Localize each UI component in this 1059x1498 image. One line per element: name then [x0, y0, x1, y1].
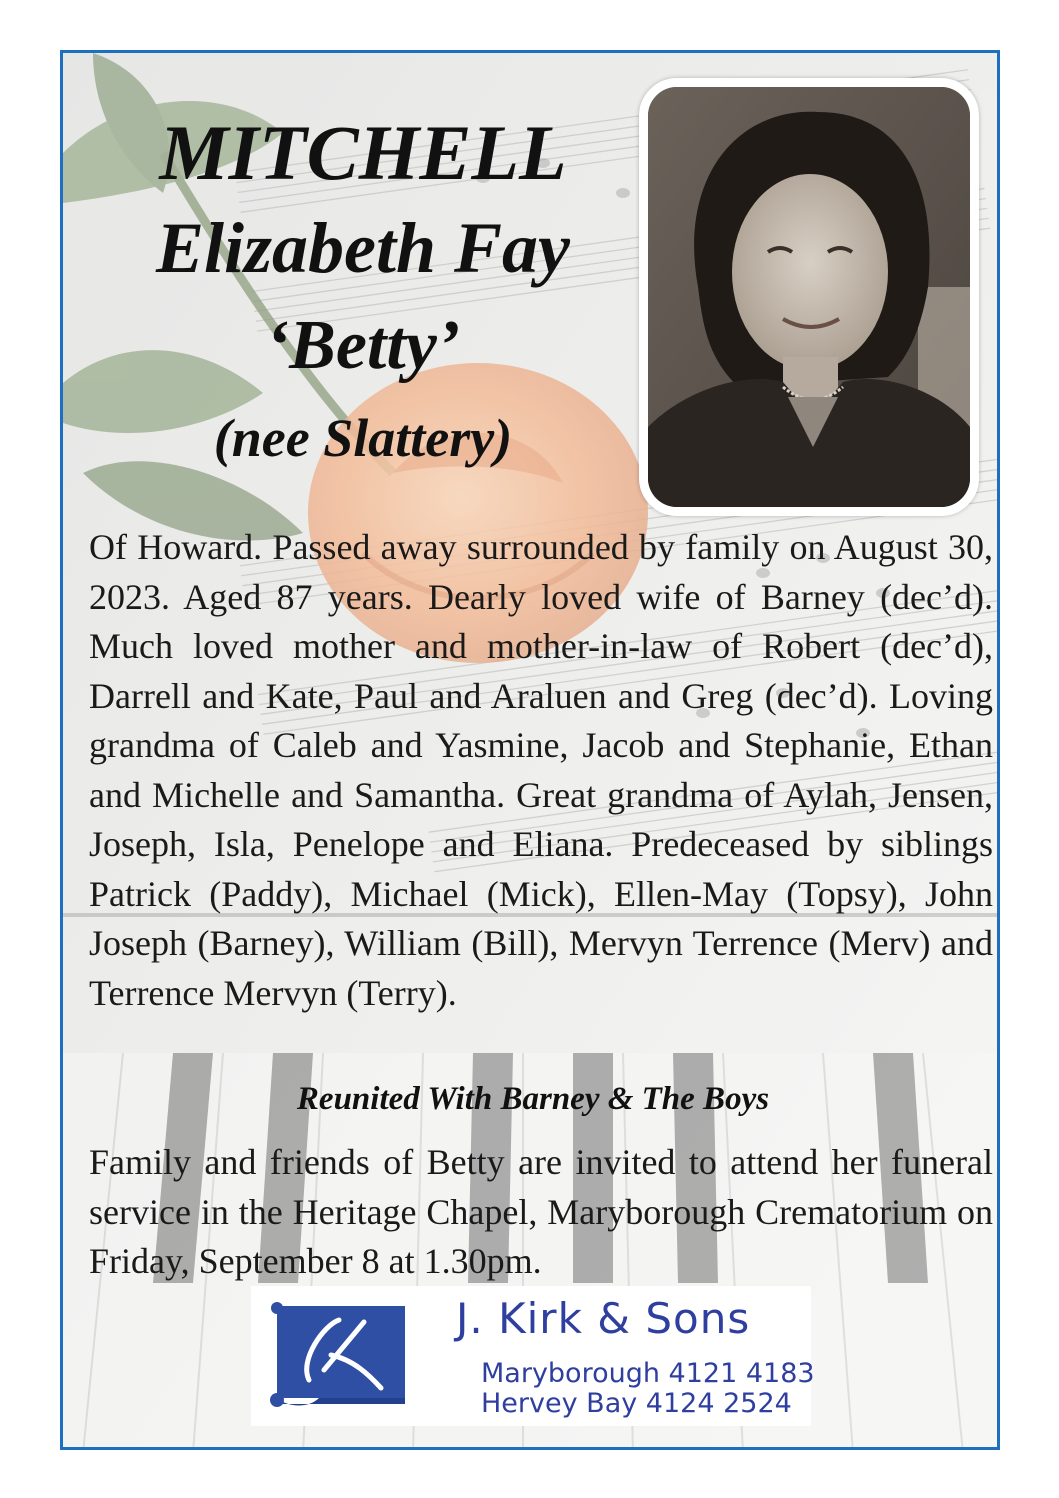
- maiden-name: (nee Slattery): [213, 408, 513, 468]
- funeral-home-name: J. Kirk & Sons: [456, 1294, 751, 1343]
- deceased-name-heading: [93, 108, 633, 483]
- nickname: ‘Betty’: [265, 307, 461, 384]
- service-details: Family and friends of Betty are invited to attend her funeral service in the Heritage Chapel, Maryborough Crematorium on Friday, September 8 at 1.30pm.: [89, 1142, 993, 1281]
- funeral-home-logo-block: [251, 1286, 815, 1426]
- portrait-photo: [639, 78, 979, 516]
- kirk-scroll-logo-icon: [269, 1300, 411, 1410]
- given-names: Elizabeth Fay: [155, 208, 571, 288]
- tagline: Reunited With Barney & The Boys: [296, 1081, 770, 1117]
- obituary-text: Of Howard. Passed away surrounded by family on August 30, 2023. Aged 87 years. Dearly loved wife of Barney (dec’d). Much loved mother and mother-in-law of Robert (dec’d), Darrell and Kate, Paul and Araluen and Greg (dec’d). Loving grandma of Caleb and Yasmine, Jacob and Stephanie, Ethan and Michelle and Samantha. Great grandma of Aylah, Jensen, Joseph, Isla, Penelope and Eliana. Predeceased by siblings Patrick (Paddy), Michael (Mick), Ellen-May (Topsy), John Joseph (Barney), William (Bill), Mervyn Terrence (Merv) and Terrence Mervyn (Terry).: [89, 527, 993, 1013]
- portrait-image: [648, 87, 970, 507]
- notice-frame: [60, 50, 1000, 1450]
- maryborough-phone: Maryborough 4121 4183: [481, 1358, 815, 1389]
- hervey-bay-phone: Hervey Bay 4124 2524: [481, 1388, 792, 1419]
- surname: MITCHELL: [159, 109, 567, 196]
